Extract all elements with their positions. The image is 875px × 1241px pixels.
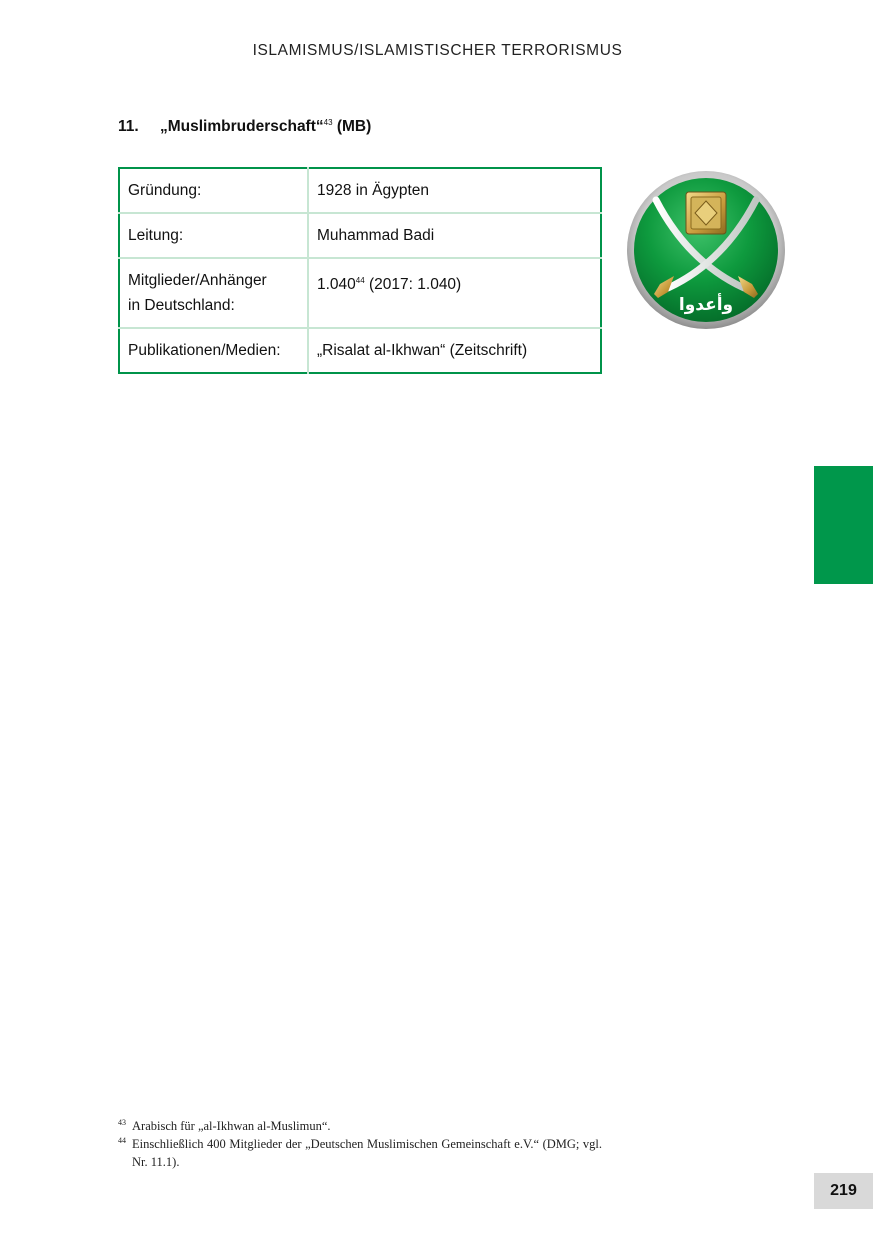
row-value xyxy=(308,258,601,328)
table-row xyxy=(119,328,601,373)
row-label: Leitung: xyxy=(119,213,308,258)
section-title: „Muslimbruderschaft“ xyxy=(160,118,324,135)
row-label-line: in Deutschland: xyxy=(128,297,235,314)
chapter-side-tab xyxy=(814,466,873,584)
page-number: 219 xyxy=(814,1173,873,1209)
row-value: Muhammad Badi xyxy=(308,213,601,258)
footnote-text: Einschließlich 400 Mitglieder der „Deutschen Muslimischen Gemeinschaft e.V.“ (DMG; vgl. Nr. 11.1). xyxy=(132,1137,602,1169)
table-row xyxy=(119,258,601,328)
muslim-brotherhood-emblem-icon xyxy=(626,170,786,330)
section-heading xyxy=(118,118,371,136)
table-row xyxy=(119,213,601,258)
footnote-44 xyxy=(118,1135,602,1171)
row-value-number: 1.040 xyxy=(317,276,356,293)
row-value: 1928 in Ägypten xyxy=(308,168,601,213)
table-row xyxy=(119,168,601,213)
row-value-rest: (2017: 1.040) xyxy=(364,276,462,293)
footnote-ref-43[interactable]: 43 xyxy=(323,118,333,127)
section-number: 11. xyxy=(118,118,139,135)
row-label-line: Mitglieder/Anhänger xyxy=(128,272,267,289)
footnote-number: 44 xyxy=(118,1136,126,1145)
row-label: Gründung: xyxy=(119,168,308,213)
row-value: „Risalat al-Ikhwan“ (Zeitschrift) xyxy=(308,328,601,373)
section-suffix: (MB) xyxy=(332,118,372,135)
footnote-43 xyxy=(118,1117,602,1135)
footnote-number: 43 xyxy=(118,1118,126,1127)
row-label: Publikationen/Medien: xyxy=(119,328,308,373)
running-head: ISLAMISMUS/ISLAMISTISCHER TERRORISMUS xyxy=(252,42,623,59)
row-label xyxy=(119,258,308,328)
footnotes xyxy=(118,1117,602,1171)
emblem-inscription: وأعدوا xyxy=(678,295,734,315)
footnote-text: Arabisch für „al-Ikhwan al-Muslimun“. xyxy=(132,1119,331,1133)
footnote-ref-44[interactable]: 44 xyxy=(355,276,365,285)
info-table xyxy=(118,167,602,374)
